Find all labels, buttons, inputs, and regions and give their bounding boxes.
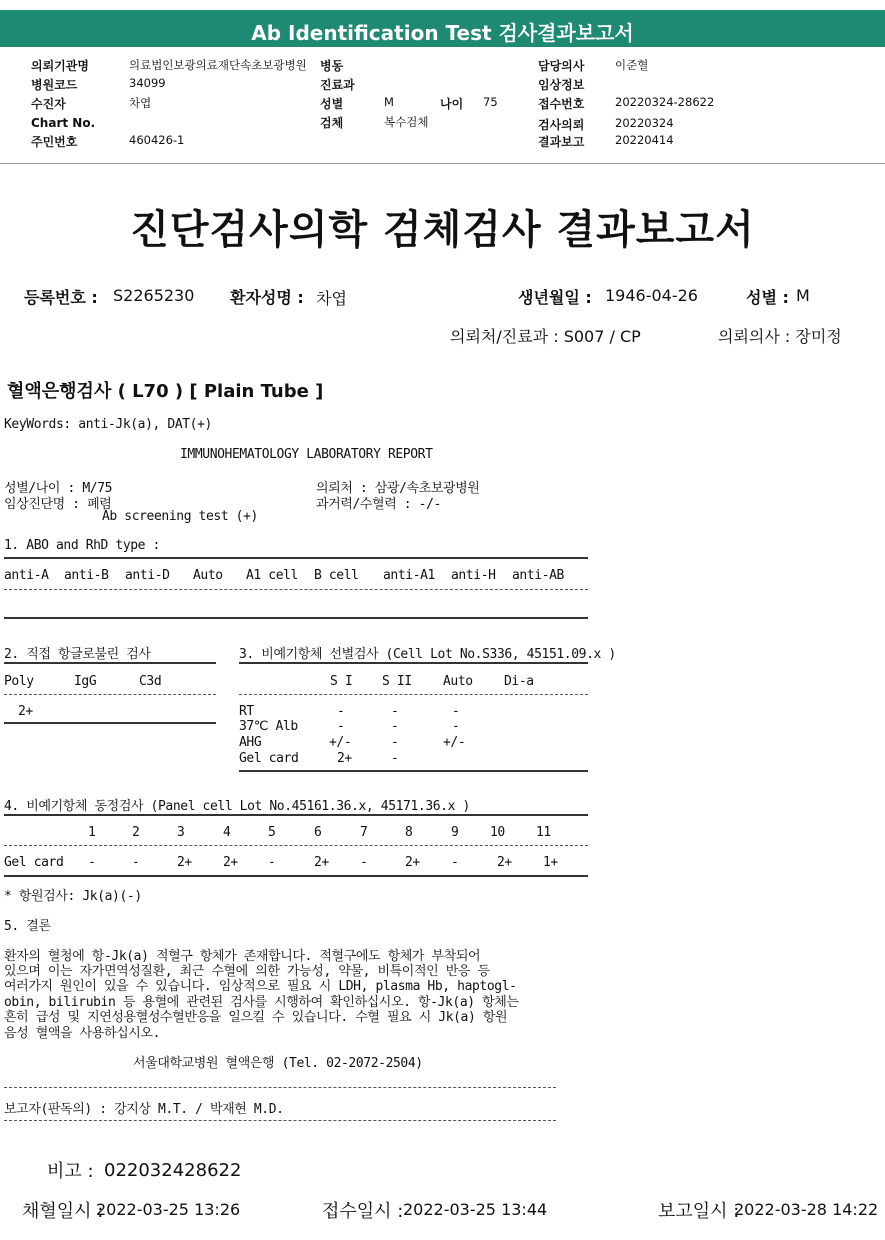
conclusion-line: 흔히 급성 및 지연성용혈성수혈반응을 일으킬 수 있습니다. 수혈 필요 시 Jk(a) 항원 bbox=[4, 1010, 508, 1025]
screen-header: S II bbox=[382, 674, 412, 689]
panel-column: 7 bbox=[360, 825, 368, 840]
sex-label-2: 성별 : bbox=[746, 288, 789, 307]
collect-value: 2022-03-25 13:26 bbox=[96, 1200, 241, 1219]
abo-header: anti-A1 bbox=[383, 568, 435, 583]
panel-column: 3 bbox=[177, 825, 185, 840]
doctor-line: 의뢰의사 : 장미정 bbox=[718, 327, 842, 346]
panel-value: - bbox=[451, 855, 459, 870]
ward-label: 병동 bbox=[320, 59, 344, 73]
dat-value: 2+ bbox=[18, 704, 33, 719]
panel-rule-top bbox=[4, 814, 588, 816]
dept-line: 의뢰처/진료과 : S007 / CP bbox=[450, 327, 641, 346]
code-value: 34099 bbox=[129, 76, 166, 90]
panel-value: - bbox=[132, 855, 140, 870]
code-label: 병원코드 bbox=[31, 78, 78, 92]
name-value: 차엽 bbox=[316, 289, 347, 308]
screen-cell: - bbox=[452, 719, 460, 734]
collect-label: 채혈일시 : bbox=[22, 1201, 104, 1222]
history: 과거력/수혈력 : -/- bbox=[316, 497, 441, 512]
conclusion-line: 여러가지 원인이 있을 수 있습니다. 임상적으로 필요 시 LDH, plasma Hb, haptogl- bbox=[4, 979, 517, 994]
panel-rule-mid bbox=[4, 845, 588, 846]
screen-cell: - bbox=[337, 704, 345, 719]
abo-header: anti-AB bbox=[512, 568, 564, 583]
sex-value-2: M bbox=[796, 286, 810, 305]
clinical-label: 임상정보 bbox=[538, 78, 585, 92]
screen-cell: - bbox=[337, 719, 345, 734]
receiver-value: 차엽 bbox=[129, 96, 152, 110]
screen-title: 3. 비예기항체 선별검사 (Cell Lot No.S336, 45151.09.x ) bbox=[239, 647, 616, 662]
specimen-value: 복수검체 bbox=[384, 115, 429, 129]
id-label: 주민번호 bbox=[31, 135, 78, 149]
panel-column: 9 bbox=[451, 825, 459, 840]
dat-rule-mid bbox=[4, 694, 216, 695]
panel-title: 4. 비예기항체 동정검사 (Panel cell Lot No.45161.36.x, 45171.36.x ) bbox=[4, 799, 470, 814]
age-value: 75 bbox=[483, 95, 498, 109]
receive-label: 접수일시 : bbox=[322, 1201, 404, 1222]
dat-title: 2. 직접 항글로불린 검사 bbox=[4, 647, 151, 662]
panel-column: 4 bbox=[223, 825, 231, 840]
reporter-rule-bottom bbox=[4, 1120, 556, 1121]
panel-column: 6 bbox=[314, 825, 322, 840]
note-value: 022032428622 bbox=[104, 1160, 242, 1181]
abo-rule-top bbox=[4, 557, 588, 559]
dept-label: 진료과 bbox=[320, 78, 355, 92]
reg-value: S2265230 bbox=[113, 286, 195, 305]
panel-column: 10 bbox=[490, 825, 505, 840]
screen-cell: - bbox=[391, 719, 399, 734]
antigen-note: * 항원검사: Jk(a)(-) bbox=[4, 889, 142, 904]
keywords: KeyWords: anti-Jk(a), DAT(+) bbox=[4, 417, 212, 432]
panel-column: 8 bbox=[405, 825, 413, 840]
panel-value: - bbox=[268, 855, 276, 870]
sex-value: M bbox=[384, 95, 394, 109]
title-bar bbox=[0, 10, 885, 47]
screen-cell: +/- bbox=[443, 735, 466, 750]
section-title: 혈액은행검사 ( L70 ) [ Plain Tube ] bbox=[7, 381, 324, 402]
receiver-label: 수진자 bbox=[31, 97, 66, 111]
screen-cell: - bbox=[452, 704, 460, 719]
screen-row-label: AHG bbox=[239, 735, 262, 750]
panel-value: 1+ bbox=[543, 855, 558, 870]
conclusion-title: 5. 결론 bbox=[4, 919, 51, 934]
report-title: 진단검사의학 검체검사 결과보고서 bbox=[130, 207, 755, 253]
report-time-value: 2022-03-28 14:22 bbox=[734, 1200, 879, 1219]
screen-cell: 2+ bbox=[337, 751, 352, 766]
screen-row-label: RT bbox=[239, 704, 254, 719]
note-label: 비고 : bbox=[47, 1161, 94, 1182]
screen-cell: - bbox=[391, 751, 399, 766]
panel-value: 2+ bbox=[497, 855, 512, 870]
screen-rule-bottom bbox=[239, 770, 588, 772]
sex-label: 성별 bbox=[320, 97, 344, 111]
id-value: 460426-1 bbox=[129, 133, 185, 147]
contact-line: 서울대학교병원 혈액은행 (Tel. 02-2072-2504) bbox=[133, 1056, 423, 1071]
report-time-label: 보고일시 : bbox=[658, 1201, 740, 1222]
panel-value: 2+ bbox=[177, 855, 192, 870]
panel-value: 2+ bbox=[405, 855, 420, 870]
screening: Ab screening test (+) bbox=[102, 509, 258, 524]
header-separator bbox=[0, 163, 885, 164]
requester: 의뢰처 : 삼광/속초보광병원 bbox=[316, 481, 480, 496]
age-label: 나이 bbox=[440, 97, 464, 111]
abo-header: A1 cell bbox=[246, 568, 298, 583]
result-report-value: 20220414 bbox=[615, 133, 674, 147]
reporter-line: 보고자(판독의) : 강지상 M.T. / 박재현 M.D. bbox=[4, 1102, 284, 1117]
receipt-value: 20220324-28622 bbox=[615, 95, 715, 109]
abo-rule-bottom bbox=[4, 617, 588, 619]
screen-row-label: Gel card bbox=[239, 751, 299, 766]
doctor-label: 담당의사 bbox=[538, 59, 585, 73]
result-report-label: 결과보고 bbox=[538, 135, 585, 149]
abo-header: B cell bbox=[314, 568, 359, 583]
conclusion-line: obin, bilirubin 등 용혈에 관련된 검사를 시행하여 확인하십시오. 항-Jk(a) 항체는 bbox=[4, 995, 519, 1010]
dat-header: IgG bbox=[74, 674, 97, 689]
hospital-value: 의료법인보광의료재단속초보광병원 bbox=[129, 58, 307, 72]
panel-rule-bottom bbox=[4, 875, 588, 877]
doctor-value: 이준혈 bbox=[615, 58, 649, 72]
panel-value: - bbox=[88, 855, 96, 870]
request-value: 20220324 bbox=[615, 116, 674, 130]
dat-header: C3d bbox=[139, 674, 162, 689]
abo-header: anti-A bbox=[4, 568, 49, 583]
abo-header: anti-B bbox=[64, 568, 109, 583]
reporter-rule-top bbox=[4, 1087, 556, 1088]
dat-rule-bottom bbox=[4, 722, 216, 724]
birth-label: 생년월일 : bbox=[518, 288, 592, 307]
reg-label: 등록번호 : bbox=[24, 288, 98, 307]
sex-age: 성별/나이 : M/75 bbox=[4, 481, 113, 496]
screen-header: Auto bbox=[443, 674, 473, 689]
dat-rule-top bbox=[4, 662, 216, 664]
screen-rule-top bbox=[239, 662, 588, 664]
abo-header: anti-D bbox=[125, 568, 170, 583]
screen-header: S I bbox=[330, 674, 353, 689]
lab-title: IMMUNOHEMATOLOGY LABORATORY REPORT bbox=[180, 447, 433, 462]
conclusion-line: 음성 혈액을 사용하십시오. bbox=[4, 1026, 161, 1041]
screen-row-label: 37℃ Alb bbox=[239, 719, 298, 734]
receipt-label: 접수번호 bbox=[538, 97, 585, 111]
abo-header: anti-H bbox=[451, 568, 496, 583]
header-title: Ab Identification Test 검사결과보고서 bbox=[251, 21, 634, 45]
screen-rule-mid bbox=[239, 694, 588, 695]
specimen-label: 검체 bbox=[320, 116, 344, 130]
hospital-label: 의뢰기관명 bbox=[31, 59, 89, 73]
panel-value: - bbox=[360, 855, 368, 870]
screen-cell: - bbox=[391, 704, 399, 719]
panel-value: 2+ bbox=[223, 855, 238, 870]
request-label: 검사의뢰 bbox=[538, 118, 585, 132]
abo-title: 1. ABO and RhD type : bbox=[4, 538, 160, 553]
panel-column: 5 bbox=[268, 825, 276, 840]
screen-header: Di-a bbox=[504, 674, 534, 689]
panel-column: 11 bbox=[536, 825, 551, 840]
name-label: 환자성명 : bbox=[230, 288, 304, 307]
receive-value: 2022-03-25 13:44 bbox=[403, 1200, 548, 1219]
conclusion-line: 있으며 이는 자가면역성질환, 최근 수혈에 의한 가능성, 약물, 비특이적인 반응 등 bbox=[4, 964, 490, 979]
panel-column: 1 bbox=[88, 825, 96, 840]
conclusion-line: 환자의 혈청에 항-Jk(a) 적혈구 항체가 존재합니다. 적혈구에도 항체가 부착되어 bbox=[4, 949, 481, 964]
panel-value: 2+ bbox=[314, 855, 329, 870]
chart-label: Chart No. bbox=[31, 116, 96, 130]
diagnosis: 임상진단명 : 폐렴 bbox=[4, 497, 112, 512]
dat-header: Poly bbox=[4, 674, 34, 689]
abo-header: Auto bbox=[193, 568, 223, 583]
panel-row-label: Gel card bbox=[4, 855, 64, 870]
screen-cell: +/- bbox=[329, 735, 352, 750]
abo-rule-mid bbox=[4, 589, 588, 590]
screen-cell: - bbox=[391, 735, 399, 750]
panel-column: 2 bbox=[132, 825, 140, 840]
birth-value: 1946-04-26 bbox=[605, 286, 698, 305]
